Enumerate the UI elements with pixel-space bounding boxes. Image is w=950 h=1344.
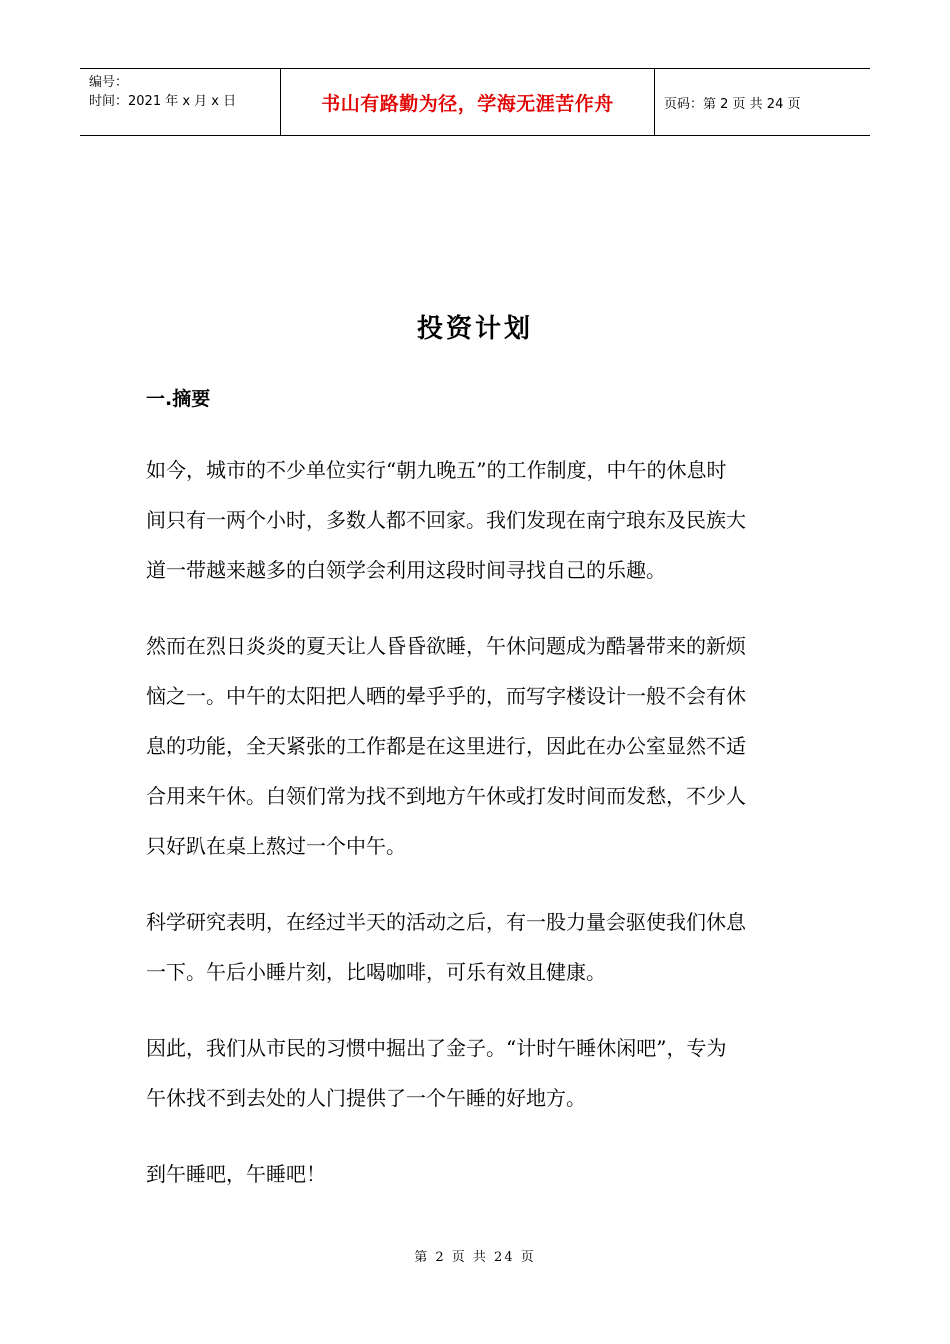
page-header — [80, 68, 870, 136]
text-line: 午休找不到去处的人门提供了一个午睡的好地方。 — [146, 1086, 586, 1110]
paragraph — [146, 628, 806, 878]
page-footer: 第 2 页 共 24 页 — [414, 1250, 536, 1265]
text-line: 到午睡吧，午睡吧！ — [146, 1162, 326, 1186]
header-number-label: 编号： — [89, 75, 129, 90]
text-line: 间只有一两个小时，多数人都不回家。我们发现在南宁琅东及民族大 — [146, 508, 746, 532]
header-motto-cell — [281, 69, 655, 135]
text-line: 恼之一。中午的太阳把人晒的晕乎乎的，而写字楼设计一般不会有休 — [146, 684, 746, 708]
section-heading: 一.摘要 — [146, 388, 211, 410]
paragraph — [146, 904, 806, 1004]
header-meta-cell — [80, 69, 281, 135]
header-motto: 书山有路勤为径，学海无涯苦作舟 — [321, 92, 614, 115]
text-line: 然而在烈日炎炎的夏天让人昏昏欲睡，午休问题成为酷暑带来的新烦 — [146, 634, 746, 658]
text-line: 因此，我们从市民的习惯中掘出了金子。“计时午睡休闲吧”，专为 — [146, 1036, 727, 1060]
text-line: 息的功能，全天紧张的工作都是在这里进行，因此在办公室显然不适 — [146, 734, 746, 758]
text-line: 科学研究表明，在经过半天的活动之后，有一股力量会驱使我们休息 — [146, 910, 746, 934]
paragraph — [146, 1030, 806, 1130]
paragraph — [146, 1156, 806, 1206]
text-line: 只好趴在桌上熬过一个中午。 — [146, 834, 406, 858]
text-line: 道一带越来越多的白领学会利用这段时间寻找自己的乐趣。 — [146, 558, 666, 582]
header-page-cell — [655, 69, 870, 135]
paragraph — [146, 452, 806, 602]
text-line: 如今，城市的不少单位实行“朝九晚五”的工作制度，中午的休息时 — [146, 458, 727, 482]
text-line: 合用来午休。白领们常为找不到地方午休或打发时间而发愁，不少人 — [146, 784, 746, 808]
header-page-info: 页码：第 2 页 共 24 页 — [664, 96, 801, 112]
document-title: 投资计划 — [416, 314, 533, 344]
header-date-label: 时间：2021 年 x 月 x 日 — [89, 94, 237, 109]
document-body — [146, 452, 806, 1232]
text-line: 一下。午后小睡片刻，比喝咖啡，可乐有效且健康。 — [146, 960, 606, 984]
